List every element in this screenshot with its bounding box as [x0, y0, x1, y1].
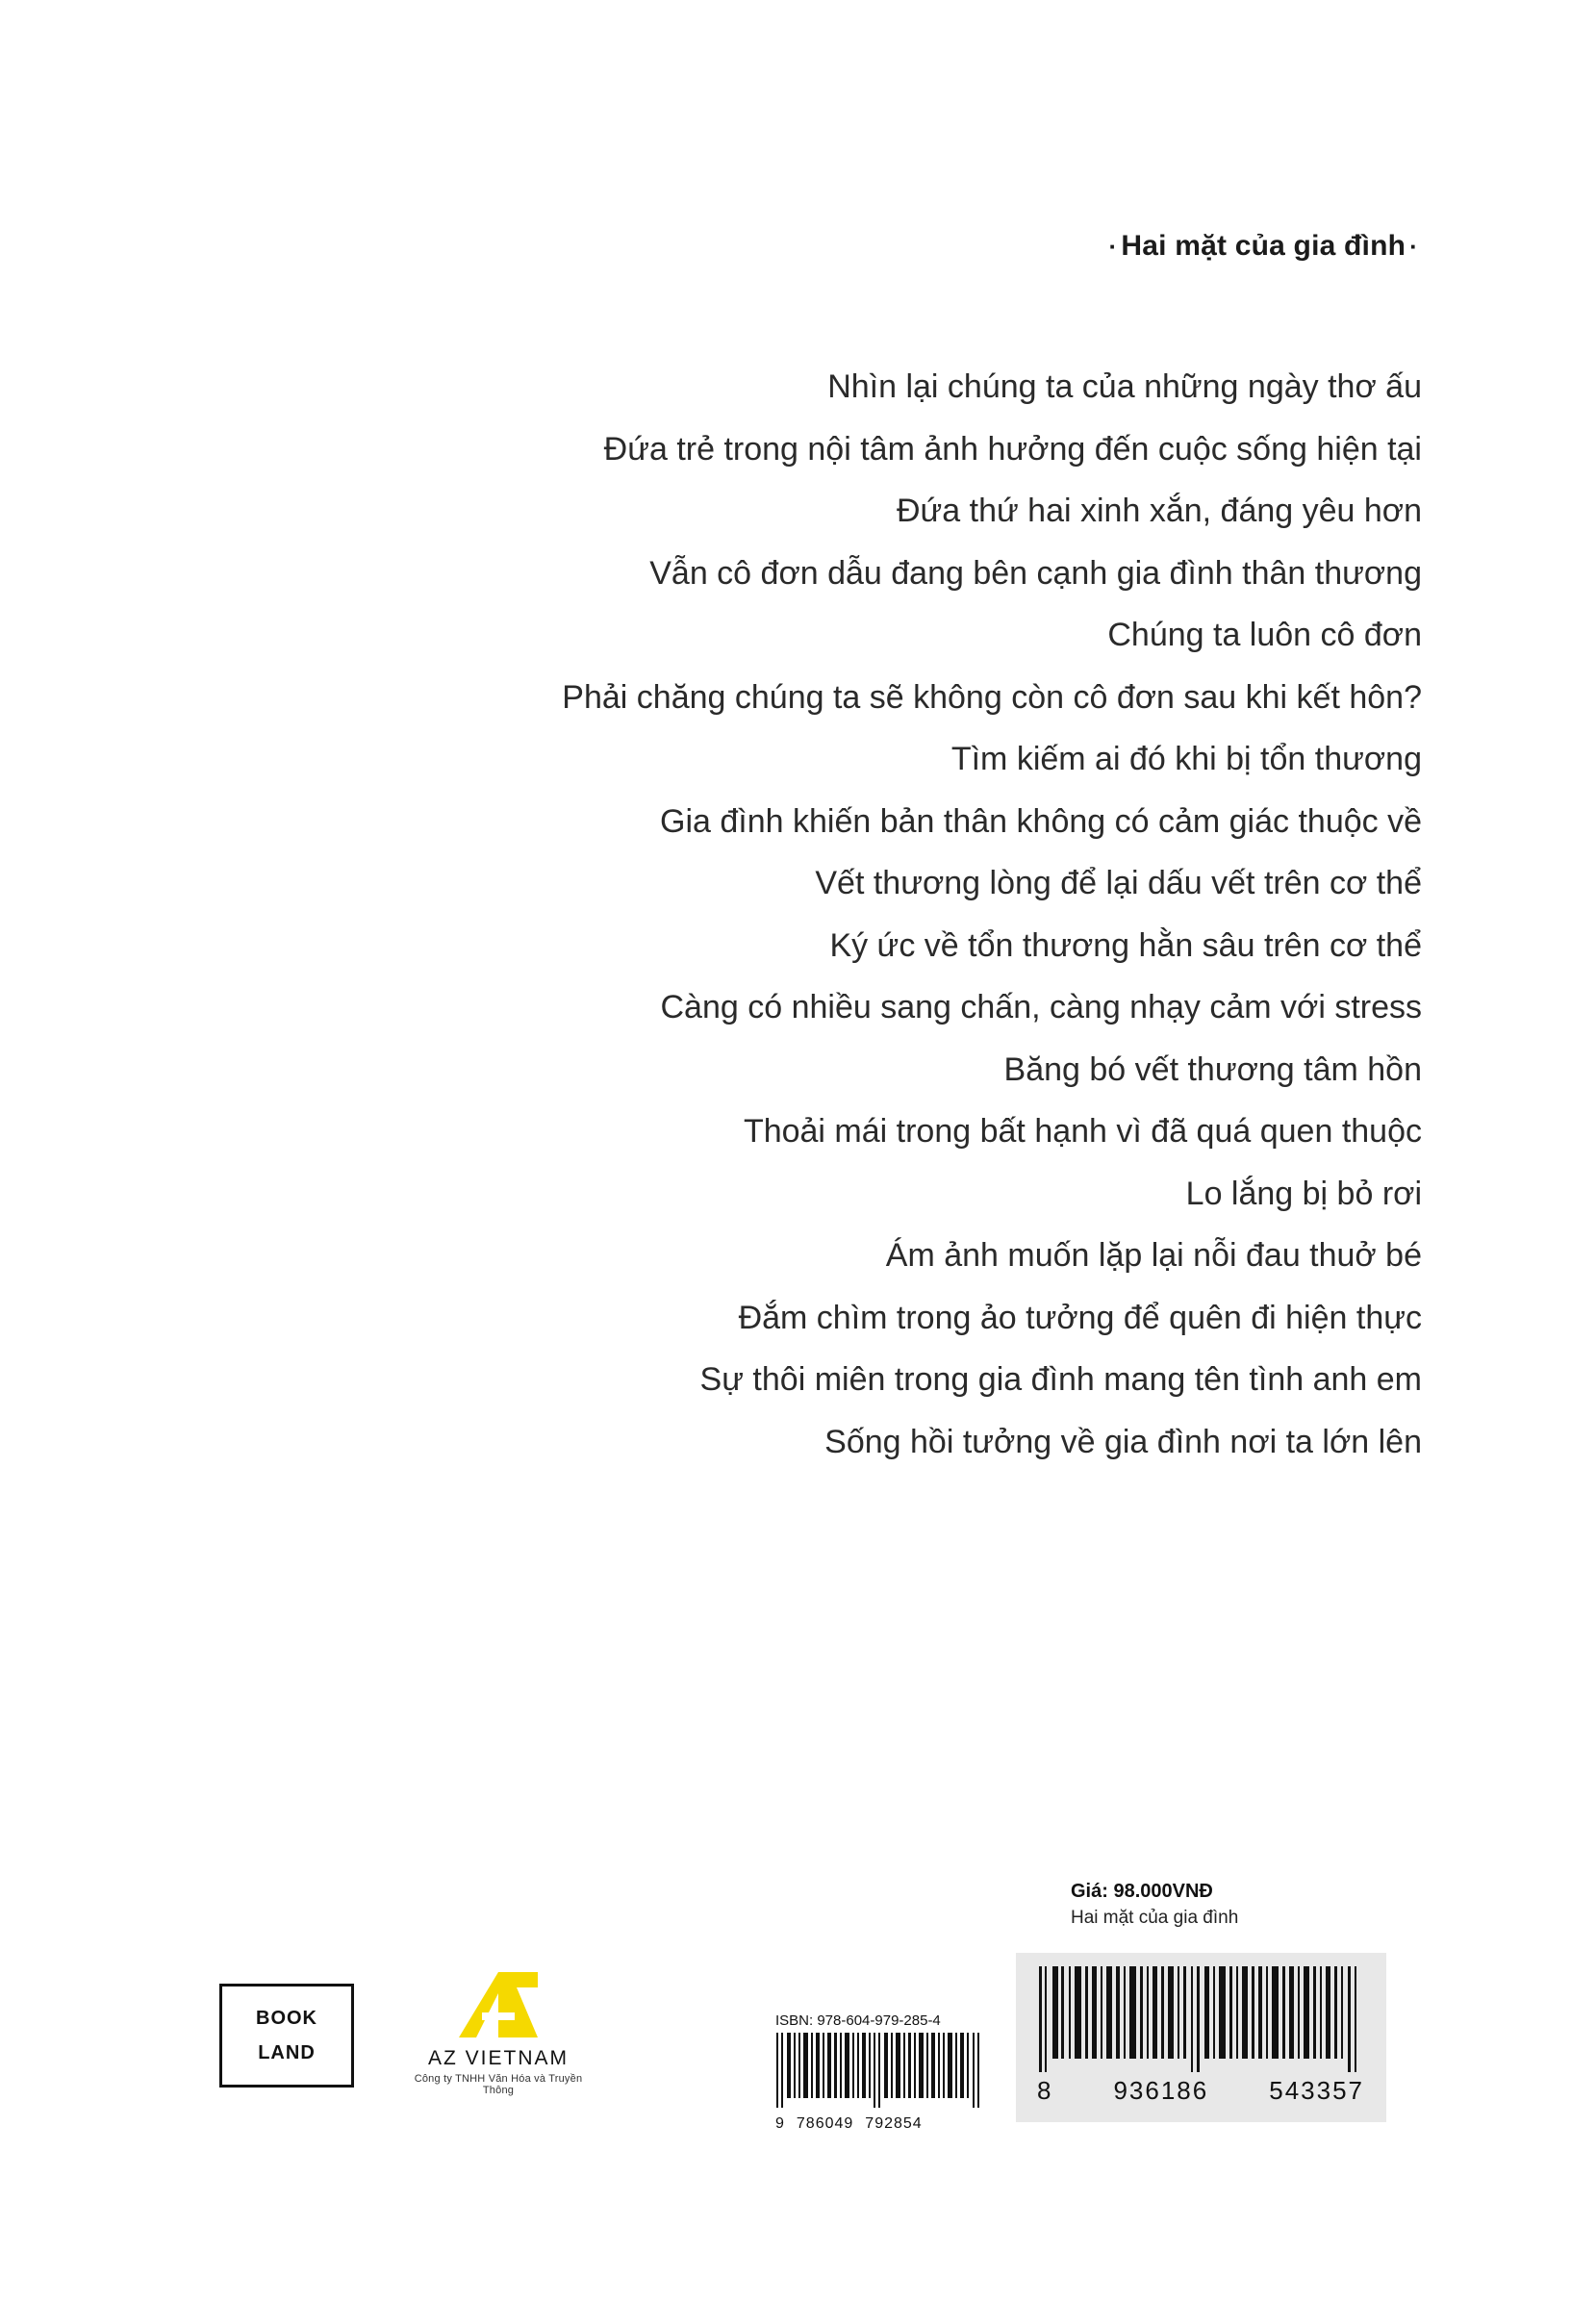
price-block: [1071, 1878, 1238, 1932]
title-dot-right: ·: [1409, 231, 1418, 261]
az-vietnam-logo: [402, 1970, 595, 2096]
list-item: Phải chăng chúng ta sẽ không còn cô đơn sau khi kết hôn?: [562, 678, 1422, 716]
book-title-small: Hai mặt của gia đình: [1071, 1908, 1239, 1928]
title-dot-left: ·: [1108, 231, 1118, 261]
az-mark-icon: [457, 1970, 540, 2039]
ean-bars-icon: [1037, 1966, 1364, 2072]
isbn-label: ISBN: 978-604-979-285-4: [775, 2012, 941, 2029]
price-label: Giá: 98.000VNĐ: [1071, 1881, 1213, 1902]
az-name: AZ VIETNAM: [427, 2047, 569, 2069]
ean-digit-group: 543357: [1269, 2076, 1364, 2105]
page-title: [0, 229, 1422, 263]
contents-list: [0, 356, 1422, 1473]
ean-barcode: [1016, 1953, 1386, 2122]
list-item: Sự thôi miên trong gia đình mang tên tình anh em: [699, 1361, 1422, 1398]
list-item: Tìm kiếm ai đó khi bị tổn thương: [950, 741, 1422, 777]
ean-digits: [1037, 2076, 1364, 2106]
isbn-bars-icon: [775, 2033, 983, 2108]
list-item: Băng bó vết thương tâm hồn: [1003, 1050, 1422, 1088]
isbn-digit-group: 9: [775, 2115, 785, 2132]
list-item: Đứa trẻ trong nội tâm ảnh hưởng đến cuộc sống hiện tại: [603, 430, 1422, 468]
isbn-digits: [775, 2115, 992, 2133]
isbn-barcode: [775, 2012, 992, 2133]
list-item: Lo lắng bị bỏ rơi: [1185, 1175, 1422, 1212]
bookland-logo: [219, 1984, 354, 2088]
list-item: Vết thương lòng để lại dấu vết trên cơ thể: [815, 865, 1422, 901]
list-item: Ám ảnh muốn lặp lại nỗi đau thuở bé: [885, 1237, 1422, 1274]
ean-digit-group: 936186: [1113, 2076, 1209, 2105]
list-item: Ký ức về tổn thương hằn sâu trên cơ thể: [829, 926, 1422, 964]
title-text: Hai mặt của gia đình: [1121, 230, 1406, 263]
list-item: Chúng ta luôn cô đơn: [1107, 617, 1422, 653]
list-item: Vẫn cô đơn dẫu đang bên cạnh gia đình thân thương: [649, 554, 1422, 592]
list-item: Sống hồi tưởng về gia đình nơi ta lớn lên: [824, 1423, 1422, 1460]
isbn-digit-group: 786049: [796, 2115, 854, 2132]
az-triangle-icon: [457, 1970, 540, 2039]
bookland-line1: BOOK: [256, 2008, 317, 2029]
list-item: Càng có nhiều sang chấn, càng nhạy cảm với stress: [660, 989, 1422, 1025]
list-item: Nhìn lại chúng ta của những ngày thơ ấu: [827, 368, 1422, 405]
list-item: Thoải mái trong bất hạnh vì đã quá quen thuộc: [743, 1113, 1422, 1150]
list-item: Đứa thứ hai xinh xắn, đáng yêu hơn: [896, 493, 1422, 529]
list-item: Gia đình khiến bản thân không có cảm giác thuộc về: [660, 802, 1422, 840]
list-item: Đắm chìm trong ảo tưởng để quên đi hiện thực: [738, 1299, 1422, 1336]
az-subtitle: Công ty TNHH Văn Hóa và Truyền Thông: [414, 2073, 583, 2096]
isbn-digit-group: 792854: [865, 2115, 923, 2132]
bookland-line2: LAND: [258, 2042, 316, 2063]
ean-digit-group: 8: [1037, 2076, 1053, 2105]
